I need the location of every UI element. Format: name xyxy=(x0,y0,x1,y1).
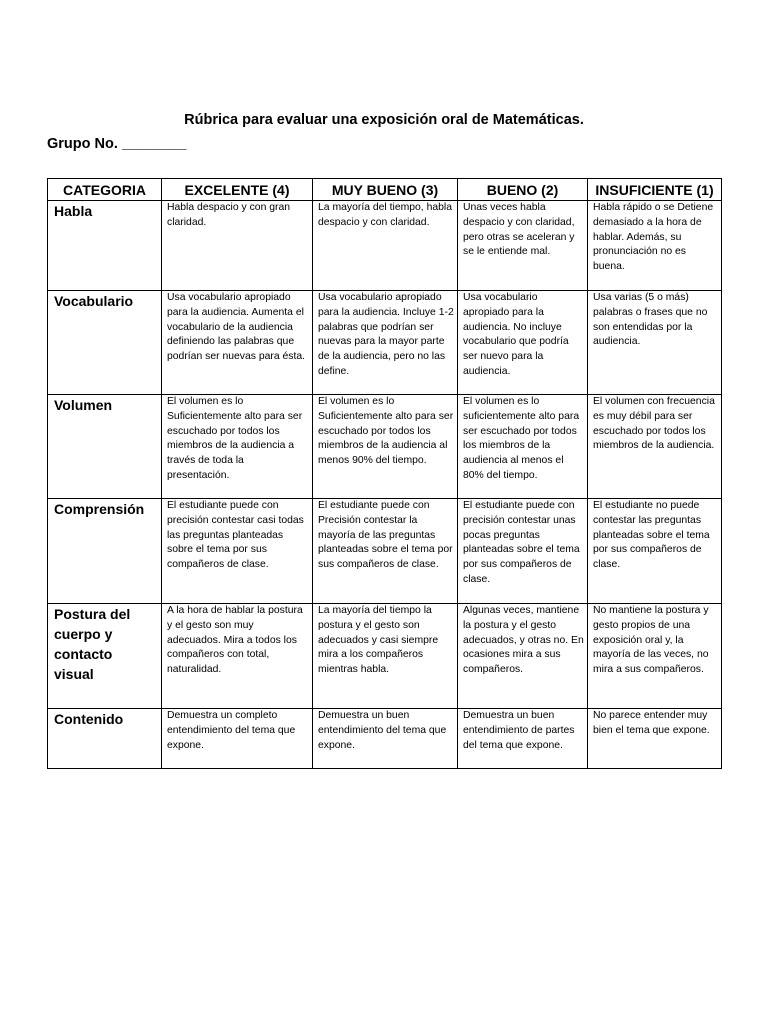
table-row xyxy=(48,709,722,769)
rating-cell: La mayoría del tiempo la postura y el gesto son adecuados y casi siempre mira a los compañeros mientras habla. xyxy=(313,604,458,709)
category-cell: Comprensión xyxy=(48,499,162,604)
rating-cell: Usa vocabulario apropiado para la audiencia. Aumenta el vocabulario de la audiencia definiendo las palabras que podrían ser nuevas para ésta. xyxy=(162,291,313,395)
document-title: Rúbrica para evaluar una exposición oral de Matemáticas. xyxy=(184,112,584,128)
header-insuficiente: INSUFICIENTE (1) xyxy=(588,179,722,201)
table-row xyxy=(48,604,722,709)
rating-cell: Usa vocabulario apropiado para la audiencia. Incluye 1-2 palabras que podrían ser nuevas para la mayor parte de la audiencia, pero no las define. xyxy=(313,291,458,395)
rating-cell: No mantiene la postura y gesto propios de una exposición oral y, la mayoría de las veces, no mira a sus compañeros. xyxy=(588,604,722,709)
category-cell: Habla xyxy=(48,201,162,291)
rating-cell: El estudiante puede con Precisión contestar la mayoría de las preguntas planteadas sobre el tema por sus compañeros de clase. xyxy=(313,499,458,604)
category-cell: Vocabulario xyxy=(48,291,162,395)
category-cell: Contenido xyxy=(48,709,162,769)
rating-cell: La mayoría del tiempo, habla despacio y con claridad. xyxy=(313,201,458,291)
rating-cell: El estudiante no puede contestar las preguntas planteadas sobre el tema por sus compañeros de clase. xyxy=(588,499,722,604)
rating-cell: Usa varias (5 o más) palabras o frases que no son entendidas por la audiencia. xyxy=(588,291,722,395)
rating-cell: Algunas veces, mantiene la postura y el gesto adecuados, y otras no. En ocasiones mira a sus compañeros. xyxy=(458,604,588,709)
category-cell: Volumen xyxy=(48,395,162,499)
table-row xyxy=(48,201,722,291)
rating-cell: El estudiante puede con precisión contestar casi todas las preguntas planteadas sobre el tema por sus compañeros de clase. xyxy=(162,499,313,604)
table-row xyxy=(48,499,722,604)
rating-cell: Demuestra un buen entendimiento de partes del tema que expone. xyxy=(458,709,588,769)
table-row xyxy=(48,291,722,395)
rubric-table xyxy=(47,178,722,769)
table-row xyxy=(48,395,722,499)
rating-cell: No parece entender muy bien el tema que expone. xyxy=(588,709,722,769)
rating-cell: El estudiante puede con precisión contestar unas pocas preguntas planteadas sobre el tema por sus compañeros de clase. xyxy=(458,499,588,604)
rating-cell: El volumen es lo suficientemente alto para ser escuchado por todos los miembros de la audiencia al menos el 80% del tiempo. xyxy=(458,395,588,499)
rating-cell: Unas veces habla despacio y con claridad, pero otras se aceleran y se le entiende mal. xyxy=(458,201,588,291)
rating-cell: Habla rápido o se Detiene demasiado a la hora de hablar. Además, su pronunciación no es buena. xyxy=(588,201,722,291)
rating-cell: Habla despacio y con gran claridad. xyxy=(162,201,313,291)
header-excelente: EXCELENTE (4) xyxy=(162,179,313,201)
category-cell: Postura del cuerpo y contacto visual xyxy=(48,604,162,709)
group-number-label: Grupo No. ________ xyxy=(47,136,187,152)
header-bueno: BUENO (2) xyxy=(458,179,588,201)
header-muy-bueno: MUY BUENO (3) xyxy=(313,179,458,201)
rating-cell: El volumen con frecuencia es muy débil para ser escuchado por todos los miembros de la audiencia. xyxy=(588,395,722,499)
rating-cell: Demuestra un completo entendimiento del tema que expone. xyxy=(162,709,313,769)
rating-cell: Usa vocabulario apropiado para la audiencia. No incluye vocabulario que podría ser nuevo para la audiencia. xyxy=(458,291,588,395)
rating-cell: Demuestra un buen entendimiento del tema que expone. xyxy=(313,709,458,769)
header-row xyxy=(48,179,722,201)
rating-cell: El volumen es lo Suficientemente alto para ser escuchado por todos los miembros de la audiencia a través de toda la presentación. xyxy=(162,395,313,499)
header-categoria: CATEGORIA xyxy=(48,179,162,201)
rating-cell: A la hora de hablar la postura y el gesto son muy adecuados. Mira a todos los compañeros con total, naturalidad. xyxy=(162,604,313,709)
rating-cell: El volumen es lo Suficientemente alto para ser escuchado por todos los miembros de la audiencia al menos 90% del tiempo. xyxy=(313,395,458,499)
